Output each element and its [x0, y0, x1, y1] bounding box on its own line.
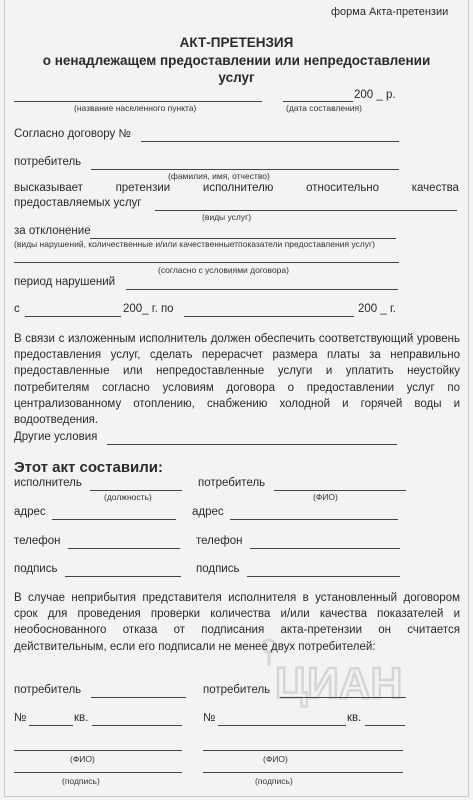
hint-services: (виды услуг)	[202, 212, 252, 222]
claims-word1: высказывает	[14, 182, 83, 194]
address-label-2: адрес	[192, 506, 224, 518]
bottom-consumer-label-2: потребитель	[203, 684, 271, 696]
period-mid: 200_ г. по	[123, 303, 174, 315]
signature-label-2: подпись	[196, 563, 240, 575]
compiled-heading: Этот акт составили:	[14, 459, 164, 476]
num-line-1[interactable]	[29, 725, 73, 726]
period-line[interactable]	[126, 289, 398, 290]
claims-word4: относительно	[306, 182, 380, 194]
form-label: форма Акта-претензии	[331, 6, 449, 18]
date-year: 200 _ р.	[354, 89, 396, 101]
consumer2-line[interactable]	[274, 490, 406, 491]
other-line[interactable]	[107, 444, 397, 445]
period-to-line[interactable]	[184, 316, 354, 317]
paragraph-obligations: В связи с изложенным исполнитель должен обеспечить соответствующий уровень предоставления услуг, сделать перерасчет размера платы за неправильно предоставленные или непредоставленные услуги и уплатить неустойку потребителям согласно условиям договора о предоставлении услуг по централизованному отоплению, снабжению холодной и горячей воды и водоотведения.	[14, 333, 460, 427]
bottom-consumer-label-1: потребитель	[14, 684, 82, 696]
address-line-2[interactable]	[230, 519, 398, 520]
hint-fio: (фамилия, имя, отчество)	[168, 171, 270, 181]
watermark-text: ЦИАН	[275, 659, 403, 708]
date-line[interactable]	[283, 101, 353, 102]
hint-fio-3: (ФИО)	[70, 754, 95, 764]
title-line3: услуг	[218, 70, 255, 85]
watermark-logo	[255, 636, 425, 726]
hint-deviation: (виды нарушений, количественные и/или качественныетпоказатели предоставления услуг)	[14, 239, 375, 249]
apt-label-1: кв.	[74, 712, 89, 724]
phone-line-1[interactable]	[68, 548, 180, 549]
bottom-consumer-line-1[interactable]	[91, 697, 186, 698]
period-from-line[interactable]	[25, 316, 121, 317]
place-line[interactable]	[14, 101, 262, 102]
hint-fio-4: (ФИО)	[263, 754, 288, 764]
deviation-line-2[interactable]	[14, 262, 399, 263]
hint-sign-1: (подпись)	[62, 776, 100, 786]
other-label: Другие условия	[14, 431, 98, 443]
apt-label-2: кв.	[347, 712, 362, 724]
paragraph-absence: В случае неприбытия представителя исполнителя в установленный договором срок для проведения проверки количества и/или качества показателей и необоснованного отказа от подписания акта-претензии он считается действительным, если его подписали не менее двух потребителей:	[14, 592, 460, 653]
fio-line-2[interactable]	[203, 750, 403, 751]
hint-fio-2: (ФИО)	[313, 492, 338, 502]
executor-line[interactable]	[90, 490, 182, 491]
fio-line-1[interactable]	[14, 750, 182, 751]
period-from: с	[14, 303, 20, 315]
address-label-1: адрес	[14, 506, 46, 518]
consumer2-label: потребитель	[198, 477, 266, 489]
phone-line-2[interactable]	[250, 548, 400, 549]
period-end: 200 _ г.	[358, 303, 396, 315]
hint-date: (дата составления)	[286, 103, 362, 113]
sign-line-1[interactable]	[14, 772, 182, 773]
executor-label: исполнитель	[14, 477, 82, 489]
phone-label-1: телефон	[14, 535, 61, 547]
claims-word5: качества	[411, 182, 459, 194]
address-line-1[interactable]	[52, 519, 176, 520]
hint-sign-2: (подпись)	[255, 776, 293, 786]
num-label-1: №	[14, 712, 27, 724]
title-line2: о ненадлежащем предоставлении или непредоставлении	[42, 53, 431, 68]
consumer-label: потребитель	[14, 156, 82, 168]
contract-label: Согласно договору №	[14, 128, 131, 140]
title-line1: АКТ-ПРЕТЕНЗИЯ	[179, 35, 294, 50]
signature-line-2[interactable]	[247, 576, 400, 577]
claims-word3: исполнителю	[202, 182, 274, 194]
hint-position: (должность)	[104, 492, 152, 502]
claims-line	[14, 182, 459, 194]
apt-line-1[interactable]	[92, 725, 182, 726]
deviation-label: за отклонение	[14, 225, 91, 237]
consumer-line[interactable]	[91, 169, 399, 170]
contract-line[interactable]	[141, 141, 399, 142]
phone-label-2: телефон	[196, 535, 243, 547]
period-label: период нарушений	[14, 276, 116, 288]
services-line[interactable]	[155, 210, 457, 211]
sign-line-2[interactable]	[203, 772, 403, 773]
services-label: предоставляемых услуг	[14, 197, 142, 209]
signature-line-1[interactable]	[65, 576, 181, 577]
signature-label-1: подпись	[14, 563, 58, 575]
claims-word2: претензии	[115, 182, 171, 194]
hint-place: (название населенного пункта)	[74, 103, 197, 113]
num-label-2: №	[203, 712, 216, 724]
hint-contract-terms: (согласно с условиями договора)	[158, 265, 289, 275]
